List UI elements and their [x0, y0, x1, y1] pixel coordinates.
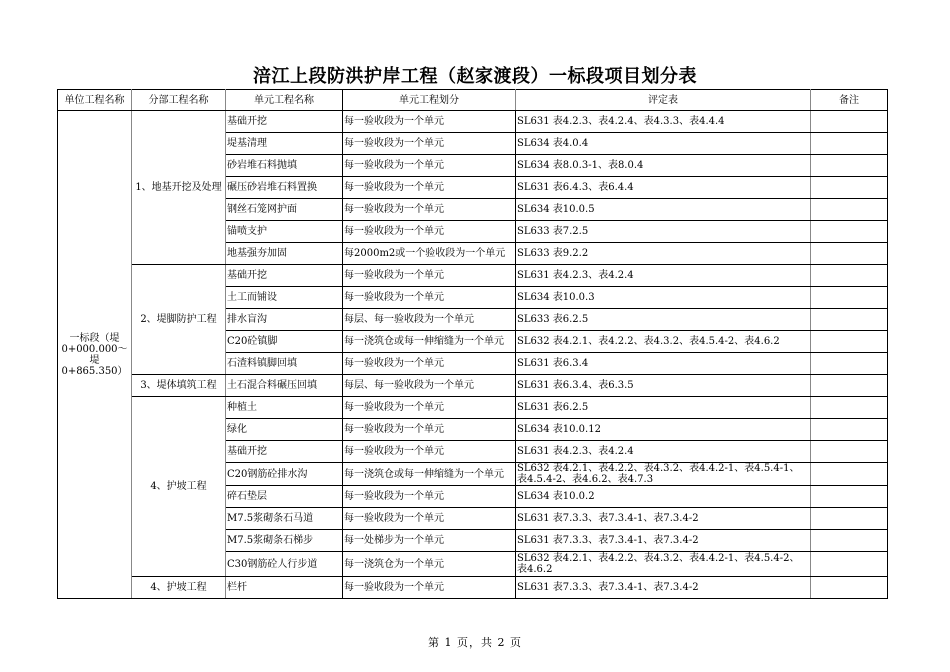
page-footer: 第 1 页，共 2 页 — [428, 636, 522, 649]
unit-name-cell: M7.5浆砌条石梯步 — [226, 530, 343, 552]
unit-split-cell: 每一验收段为一个单元 — [343, 199, 516, 221]
division-cell: 1、地基开挖及处理 — [132, 111, 226, 265]
remarks-cell — [811, 155, 888, 177]
remarks-cell — [811, 331, 888, 353]
unit-name-cell: 排水盲沟 — [226, 309, 343, 331]
unit-split-cell: 每一浇筑仓或每一伸缩缝为一个单元 — [343, 463, 516, 486]
unit-project-cell: 一标段（堤0+000.000～堤0+865.350） — [58, 111, 132, 599]
evaluation-table-cell: SL632 表4.2.1、表4.2.2、表4.3.2、表4.4.2-1、表4.5.4-1、表4.5.4-2、表4.6.2、表4.7.3 — [516, 463, 811, 486]
header-unit-project: 单位工程名称 — [58, 90, 132, 111]
unit-name-cell: 地基强夯加固 — [226, 243, 343, 265]
evaluation-table-cell: SL634 表8.0.3-1、表8.0.4 — [516, 155, 811, 177]
unit-split-cell: 每一验收段为一个单元 — [343, 508, 516, 530]
remarks-cell — [811, 221, 888, 243]
unit-name-cell: 锚喷支护 — [226, 221, 343, 243]
division-cell: 3、堤体填筑工程 — [132, 375, 226, 397]
remarks-cell — [811, 486, 888, 508]
unit-split-cell: 每一验收段为一个单元 — [343, 419, 516, 441]
evaluation-table-cell: SL631 表7.3.3、表7.3.4-1、表7.3.4-2 — [516, 577, 811, 599]
evaluation-table-cell: SL631 表4.2.3、表4.2.4、表4.3.3、表4.4.4 — [516, 111, 811, 133]
evaluation-table-cell: SL634 表10.0.3 — [516, 287, 811, 309]
header-unit-name: 单元工程名称 — [226, 90, 343, 111]
unit-name-cell: 堤基清理 — [226, 133, 343, 155]
evaluation-table-cell: SL634 表10.0.2 — [516, 486, 811, 508]
remarks-cell — [811, 530, 888, 552]
unit-name-cell: 砂岩堆石料抛填 — [226, 155, 343, 177]
unit-split-cell: 每一验收段为一个单元 — [343, 397, 516, 419]
unit-split-cell: 每层、每一验收段为一个单元 — [343, 375, 516, 397]
unit-split-cell: 每一验收段为一个单元 — [343, 111, 516, 133]
evaluation-table-cell: SL633 表6.2.5 — [516, 309, 811, 331]
evaluation-table-cell: SL634 表10.0.5 — [516, 199, 811, 221]
unit-split-cell: 每一验收段为一个单元 — [343, 441, 516, 463]
division-cell: 4、护坡工程 — [132, 397, 226, 577]
evaluation-table-cell: SL631 表4.2.3、表4.2.4 — [516, 265, 811, 287]
unit-name-cell: C20砼镇脚 — [226, 331, 343, 353]
unit-split-cell: 每一验收段为一个单元 — [343, 287, 516, 309]
remarks-cell — [811, 375, 888, 397]
unit-split-cell: 每一浇筑仓或每一伸缩缝为一个单元 — [343, 331, 516, 353]
remarks-cell — [811, 419, 888, 441]
header-evaluation-table: 评定表 — [516, 90, 811, 111]
unit-name-cell: 碾压砂岩堆石料置换 — [226, 177, 343, 199]
unit-name-cell: 钢丝石笼网护面 — [226, 199, 343, 221]
unit-split-cell: 每一验收段为一个单元 — [343, 221, 516, 243]
unit-split-cell: 每一验收段为一个单元 — [343, 577, 516, 599]
unit-split-cell: 每一验收段为一个单元 — [343, 155, 516, 177]
unit-split-cell: 每一验收段为一个单元 — [343, 265, 516, 287]
table-row — [58, 397, 888, 419]
evaluation-table-cell: SL631 表6.3.4、表6.3.5 — [516, 375, 811, 397]
unit-name-cell: 土石混合料碾压回填 — [226, 375, 343, 397]
remarks-cell — [811, 133, 888, 155]
evaluation-table-cell: SL634 表4.0.4 — [516, 133, 811, 155]
table-row — [58, 265, 888, 287]
evaluation-table-cell: SL631 表7.3.3、表7.3.4-1、表7.3.4-2 — [516, 530, 811, 552]
header-remarks: 备注 — [811, 90, 888, 111]
unit-split-cell: 每一验收段为一个单元 — [343, 133, 516, 155]
division-cell: 2、堤脚防护工程 — [132, 265, 226, 375]
unit-split-cell: 每一验收段为一个单元 — [343, 486, 516, 508]
unit-name-cell: C20钢筋砼排水沟 — [226, 463, 343, 486]
evaluation-table-cell: SL631 表6.4.3、表6.4.4 — [516, 177, 811, 199]
unit-name-cell: 种植土 — [226, 397, 343, 419]
project-division-table — [57, 89, 888, 599]
unit-name-cell: C30钢筋砼人行步道 — [226, 552, 343, 577]
remarks-cell — [811, 287, 888, 309]
unit-name-cell: M7.5浆砌条石马道 — [226, 508, 343, 530]
remarks-cell — [811, 111, 888, 133]
remarks-cell — [811, 199, 888, 221]
unit-split-cell: 每层、每一验收段为一个单元 — [343, 309, 516, 331]
unit-name-cell: 石渣料镇脚回填 — [226, 353, 343, 375]
unit-name-cell: 栏杆 — [226, 577, 343, 599]
table-row — [58, 111, 888, 133]
remarks-cell — [811, 353, 888, 375]
remarks-cell — [811, 552, 888, 577]
remarks-cell — [811, 397, 888, 419]
unit-name-cell: 基础开挖 — [226, 111, 343, 133]
header-division: 分部工程名称 — [132, 90, 226, 111]
remarks-cell — [811, 243, 888, 265]
unit-split-cell: 每一验收段为一个单元 — [343, 353, 516, 375]
evaluation-table-cell: SL631 表7.3.3、表7.3.4-1、表7.3.4-2 — [516, 508, 811, 530]
remarks-cell — [811, 508, 888, 530]
evaluation-table-cell: SL631 表6.3.4 — [516, 353, 811, 375]
evaluation-table-cell: SL633 表7.2.5 — [516, 221, 811, 243]
unit-split-cell: 每2000m2或一个验收段为一个单元 — [343, 243, 516, 265]
remarks-cell — [811, 463, 888, 486]
unit-split-cell: 每一处梯步为一个单元 — [343, 530, 516, 552]
table-header-row — [58, 90, 888, 111]
unit-name-cell: 碎石垫层 — [226, 486, 343, 508]
table-row — [58, 577, 888, 599]
remarks-cell — [811, 265, 888, 287]
remarks-cell — [811, 309, 888, 331]
header-unit-split: 单元工程划分 — [343, 90, 516, 111]
evaluation-table-cell: SL632 表4.2.1、表4.2.2、表4.3.2、表4.5.4-2、表4.6.2 — [516, 331, 811, 353]
unit-name-cell: 土工而铺设 — [226, 287, 343, 309]
evaluation-table-cell: SL631 表4.2.3、表4.2.4 — [516, 441, 811, 463]
evaluation-table-cell: SL631 表6.2.5 — [516, 397, 811, 419]
evaluation-table-cell: SL633 表9.2.2 — [516, 243, 811, 265]
unit-name-cell: 基础开挖 — [226, 265, 343, 287]
remarks-cell — [811, 441, 888, 463]
division-cell: 4、护坡工程 — [132, 577, 226, 599]
unit-split-cell: 每一验收段为一个单元 — [343, 177, 516, 199]
remarks-cell — [811, 177, 888, 199]
unit-name-cell: 基础开挖 — [226, 441, 343, 463]
remarks-cell — [811, 577, 888, 599]
document-title: 涪江上段防洪护岸工程（赵家渡段）一标段项目划分表 — [253, 66, 697, 87]
table-row — [58, 375, 888, 397]
unit-name-cell: 绿化 — [226, 419, 343, 441]
unit-split-cell: 每一浇筑仓为一个单元 — [343, 552, 516, 577]
evaluation-table-cell: SL632 表4.2.1、表4.2.2、表4.3.2、表4.4.2-1、表4.5.4-2、表4.6.2 — [516, 552, 811, 577]
evaluation-table-cell: SL634 表10.0.12 — [516, 419, 811, 441]
